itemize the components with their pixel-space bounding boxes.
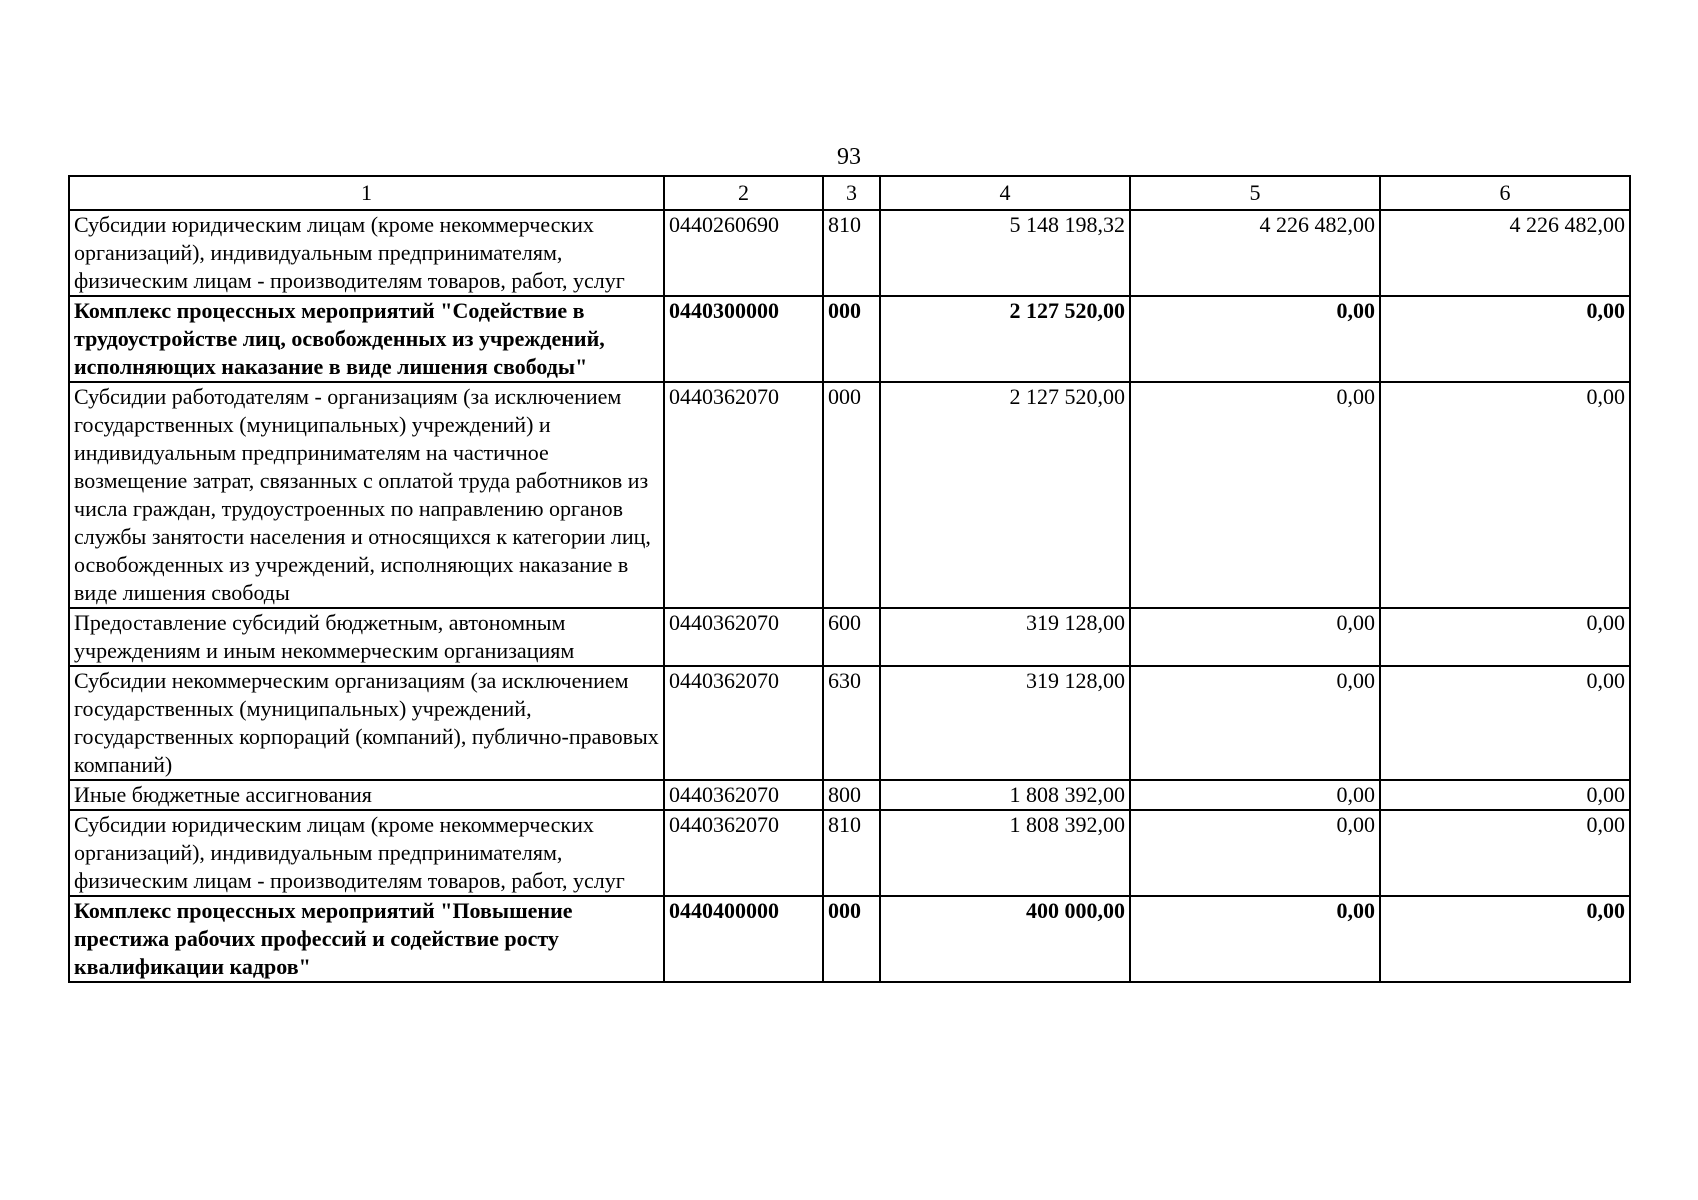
row-value-6: 0,00 — [1380, 666, 1630, 780]
row-value-5: 0,00 — [1130, 896, 1380, 982]
row-value-6: 0,00 — [1380, 780, 1630, 810]
page-number: 93 — [837, 144, 861, 170]
row-code: 0440362070 — [664, 666, 823, 780]
row-value-5: 4 226 482,00 — [1130, 210, 1380, 296]
row-code: 0440400000 — [664, 896, 823, 982]
row-name: Комплекс процессных мероприятий "Содействие в трудоустройстве лиц, освобожденных из учреждений, исполняющих наказание в виде лишения свободы" — [69, 296, 664, 382]
row-name: Предоставление субсидий бюджетным, автономным учреждениям и иным некоммерческим организациям — [69, 608, 664, 666]
row-value-5: 0,00 — [1130, 382, 1380, 608]
row-value-6: 0,00 — [1380, 382, 1630, 608]
table-row — [69, 896, 1630, 982]
row-name: Субсидии работодателям - организациям (за исключением государственных (муниципальных) учреждений) и индивидуальным предпринимателям на частичное возмещение затрат, связанных с оплатой труда работников из числа граждан, трудоустроенных по направлению органов службы занятости населения и относящихся к категории лиц, освобожденных из учреждений, исполняющих наказание в виде лишения свободы — [69, 382, 664, 608]
row-value-4: 400 000,00 — [880, 896, 1130, 982]
row-code: 0440362070 — [664, 810, 823, 896]
row-code: 0440260690 — [664, 210, 823, 296]
row-value-6: 0,00 — [1380, 810, 1630, 896]
row-value-6: 0,00 — [1380, 896, 1630, 982]
table-row — [69, 780, 1630, 810]
table-row — [69, 382, 1630, 608]
row-name: Субсидии юридическим лицам (кроме некоммерческих организаций), индивидуальным предпринимателям, физическим лицам - производителям товаров, работ, услуг — [69, 210, 664, 296]
column-header: 5 — [1130, 176, 1380, 210]
column-header: 4 — [880, 176, 1130, 210]
row-value-5: 0,00 — [1130, 810, 1380, 896]
row-value-5: 0,00 — [1130, 666, 1380, 780]
row-value-4: 5 148 198,32 — [880, 210, 1130, 296]
row-kvr: 000 — [823, 296, 880, 382]
table-row — [69, 296, 1630, 382]
row-value-5: 0,00 — [1130, 296, 1380, 382]
row-value-6: 0,00 — [1380, 608, 1630, 666]
row-code: 0440300000 — [664, 296, 823, 382]
row-value-4: 2 127 520,00 — [880, 296, 1130, 382]
row-kvr: 800 — [823, 780, 880, 810]
column-header: 6 — [1380, 176, 1630, 210]
row-value-4: 2 127 520,00 — [880, 382, 1130, 608]
row-value-6: 4 226 482,00 — [1380, 210, 1630, 296]
row-kvr: 810 — [823, 810, 880, 896]
row-kvr: 630 — [823, 666, 880, 780]
row-code: 0440362070 — [664, 608, 823, 666]
row-value-5: 0,00 — [1130, 780, 1380, 810]
header-row — [69, 176, 1630, 210]
row-name: Субсидии некоммерческим организациям (за исключением государственных (муниципальных) учреждений, государственных корпораций (компаний), публично-правовых компаний) — [69, 666, 664, 780]
row-kvr: 810 — [823, 210, 880, 296]
row-code: 0440362070 — [664, 382, 823, 608]
row-name: Комплекс процессных мероприятий "Повышение престижа рабочих профессий и содействие росту квалификации кадров" — [69, 896, 664, 982]
row-name: Иные бюджетные ассигнования — [69, 780, 664, 810]
row-code: 0440362070 — [664, 780, 823, 810]
table-row — [69, 810, 1630, 896]
row-value-6: 0,00 — [1380, 296, 1630, 382]
row-value-5: 0,00 — [1130, 608, 1380, 666]
column-header: 3 — [823, 176, 880, 210]
column-header: 1 — [69, 176, 664, 210]
row-name: Субсидии юридическим лицам (кроме некоммерческих организаций), индивидуальным предпринимателям, физическим лицам - производителям товаров, работ, услуг — [69, 810, 664, 896]
row-value-4: 319 128,00 — [880, 666, 1130, 780]
row-value-4: 1 808 392,00 — [880, 810, 1130, 896]
table-row — [69, 608, 1630, 666]
row-kvr: 000 — [823, 382, 880, 608]
row-value-4: 1 808 392,00 — [880, 780, 1130, 810]
row-kvr: 000 — [823, 896, 880, 982]
column-header: 2 — [664, 176, 823, 210]
table-row — [69, 666, 1630, 780]
row-value-4: 319 128,00 — [880, 608, 1130, 666]
budget-table — [68, 175, 1631, 983]
table-row — [69, 210, 1630, 296]
row-kvr: 600 — [823, 608, 880, 666]
